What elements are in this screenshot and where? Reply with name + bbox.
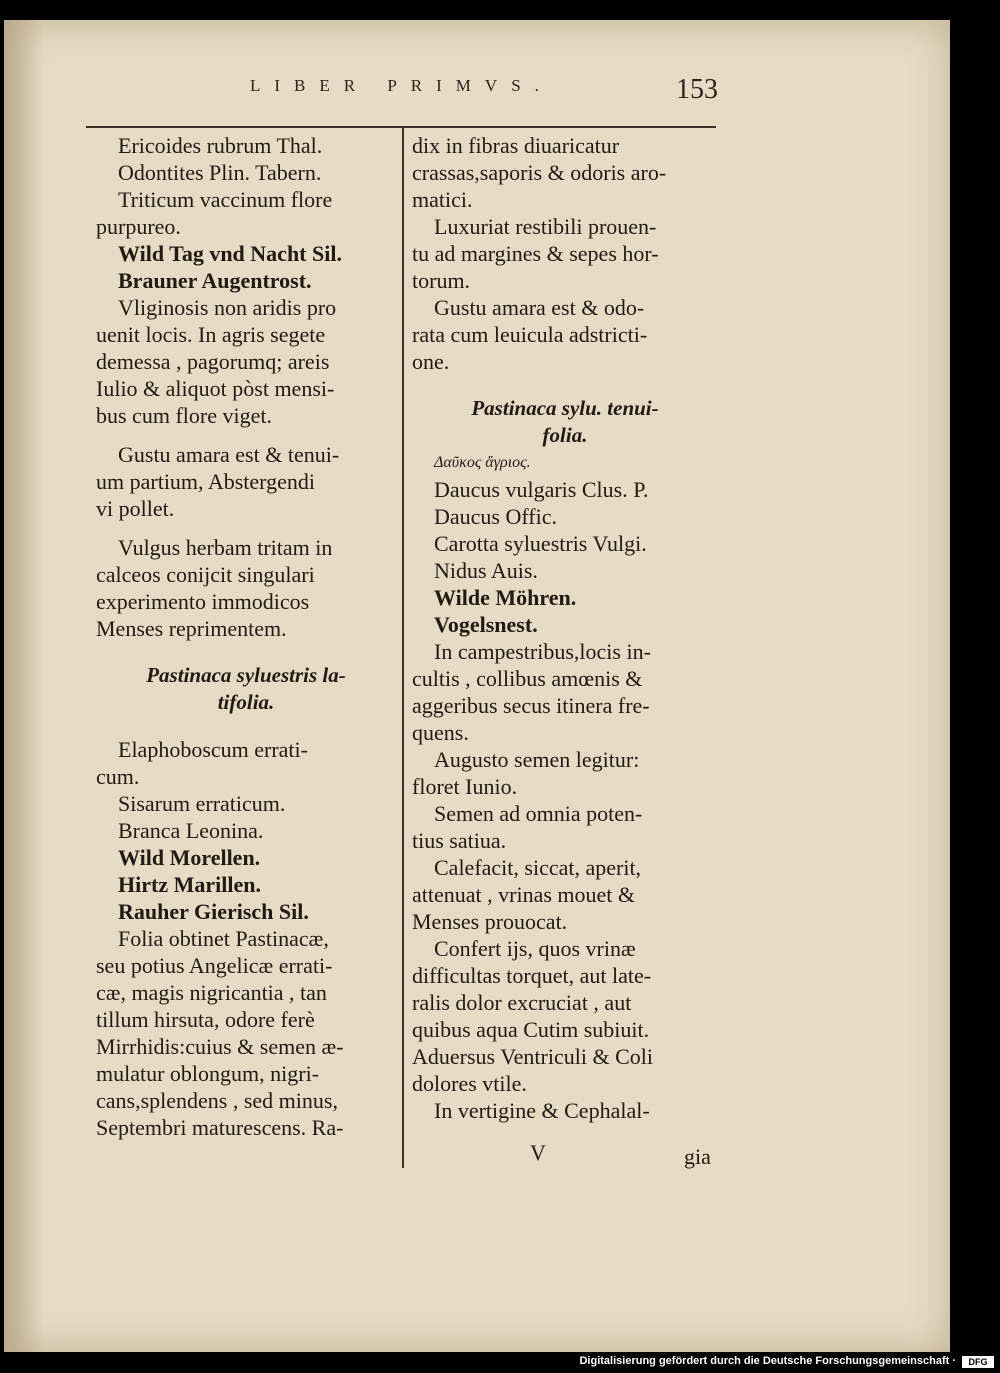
- text-line: matici.: [412, 187, 473, 212]
- text-line: Carotta syluestris Vulgi.: [434, 531, 647, 556]
- text-line: Odontites Plin. Tabern.: [118, 160, 322, 185]
- text-line: calceos conijcit singulari: [96, 562, 315, 587]
- text-line: one.: [412, 349, 450, 374]
- page-number: 153: [676, 74, 718, 105]
- text-line: Menses prouocat.: [412, 909, 568, 934]
- header-rule: [86, 126, 716, 128]
- section-heading: tifolia.: [217, 690, 275, 714]
- text-line: ralis dolor excruciat , aut: [412, 990, 632, 1015]
- section-heading: Pastinaca syluestris la-: [146, 663, 346, 687]
- text-line: tillum hirsuta, odore ferè: [96, 1007, 315, 1032]
- text-line: Daucus Offic.: [434, 504, 557, 529]
- text-line: demessa , pagorumq; areis: [96, 349, 330, 374]
- text-line: attenuat , vrinas mouet &: [412, 882, 635, 907]
- page-gutter-shadow: [4, 20, 44, 1352]
- section-heading: Pastinaca sylu. tenui-: [471, 396, 659, 420]
- text-line: experimento immodicos: [96, 589, 310, 614]
- text-line: cultis , collibus amœnis &: [412, 666, 643, 691]
- text-line: cans,splendens , sed minus,: [96, 1088, 338, 1113]
- catchword: gia: [684, 1144, 711, 1169]
- text-line: tius satiua.: [412, 828, 507, 853]
- text-line: quibus aqua Cutim subiuit.: [412, 1017, 650, 1042]
- text-line: Vulgus herbam tritam in: [118, 535, 333, 560]
- column-divider: [402, 128, 404, 1168]
- text-line: uenit locis. In agris segete: [96, 322, 326, 347]
- text-line: Ericoides rubrum Thal.: [118, 133, 323, 158]
- digitization-credit: Digitalisierung gefördert durch die Deutsche Forschungsgemeinschaft ·: [579, 1355, 956, 1367]
- text-line: torum.: [412, 268, 471, 293]
- text-line: aggeribus secus itinera fre-: [412, 693, 650, 718]
- text-line: Semen ad omnia poten-: [434, 801, 643, 826]
- text-line: Gustu amara est & tenui-: [118, 442, 340, 467]
- text-line: Augusto semen legitur:: [434, 747, 640, 772]
- text-line: Septembri maturescens. Ra-: [96, 1115, 344, 1140]
- text-line: dolores vtile.: [412, 1071, 527, 1096]
- blackletter-line: Wilde Möhren.: [434, 585, 577, 610]
- text-line: Confert ijs, quos vrinæ: [434, 936, 636, 961]
- text-line: difficultas torquet, aut late-: [412, 963, 652, 988]
- left-column: [96, 132, 396, 1141]
- text-line: vi pollet.: [96, 496, 175, 521]
- text-line: floret Iunio.: [412, 774, 518, 799]
- text-line: Daucus vulgaris Clus. P.: [434, 477, 649, 502]
- text-line: Branca Leonina.: [118, 818, 264, 843]
- text-line: Triticum vaccinum flore: [118, 187, 333, 212]
- text-line: Calefacit, siccat, aperit,: [434, 855, 642, 880]
- dfg-logo: DFG: [962, 1356, 994, 1368]
- text-line: In vertigine & Cephalal-: [434, 1098, 650, 1123]
- signature-mark: V: [530, 1140, 546, 1165]
- text-line: Mirrhidis:cuius & semen æ-: [96, 1034, 344, 1059]
- text-line: Luxuriat restibili prouen-: [434, 214, 657, 239]
- text-line: bus cum flore viget.: [96, 403, 272, 428]
- greek-name: Δαῦκος ἄγριος.: [434, 454, 531, 471]
- text-line: crassas,saporis & odoris aro-: [412, 160, 667, 185]
- text-line: cæ, magis nigricantia , tan: [96, 980, 327, 1005]
- text-line: Nidus Auis.: [434, 558, 538, 583]
- text-line: cum.: [96, 764, 140, 789]
- text-line: um partium, Abstergendi: [96, 469, 315, 494]
- text-line: seu potius Angelicæ errati-: [96, 953, 333, 978]
- text-line: Elaphoboscum errati-: [118, 737, 308, 762]
- blackletter-line: Hirtz Marillen.: [118, 872, 261, 897]
- blackletter-line: Vogelsnest.: [434, 612, 538, 637]
- text-line: mulatur oblongum, nigri-: [96, 1061, 320, 1086]
- right-column: [412, 132, 718, 1124]
- blackletter-line: Wild Morellen.: [118, 845, 261, 870]
- blackletter-line: Brauner Augentrost.: [118, 268, 312, 293]
- text-line: Folia obtinet Pastinacæ,: [118, 926, 329, 951]
- text-line: Sisarum erraticum.: [118, 791, 286, 816]
- text-line: rata cum leuicula adstricti-: [412, 322, 648, 347]
- section-heading: folia.: [542, 423, 588, 447]
- text-line: purpureo.: [96, 214, 181, 239]
- text-line: Iulio & aliquot pòst mensi-: [96, 376, 335, 401]
- text-line: In campestribus,locis in-: [434, 639, 651, 664]
- running-head: LIBER PRIMVS.: [250, 76, 553, 95]
- blackletter-line: Rauher Gierisch Sil.: [118, 899, 309, 924]
- text-line: Vliginosis non aridis pro: [118, 295, 337, 320]
- text-line: Aduersus Ventriculi & Coli: [412, 1044, 653, 1069]
- blackletter-line: Wild Tag vnd Nacht Sil.: [118, 241, 342, 266]
- text-line: tu ad margines & sepes hor-: [412, 241, 659, 266]
- text-line: Menses reprimentem.: [96, 616, 287, 641]
- text-line: Gustu amara est & odo-: [434, 295, 645, 320]
- text-line: dix in fibras diuaricatur: [412, 133, 620, 158]
- text-line: quens.: [412, 720, 469, 745]
